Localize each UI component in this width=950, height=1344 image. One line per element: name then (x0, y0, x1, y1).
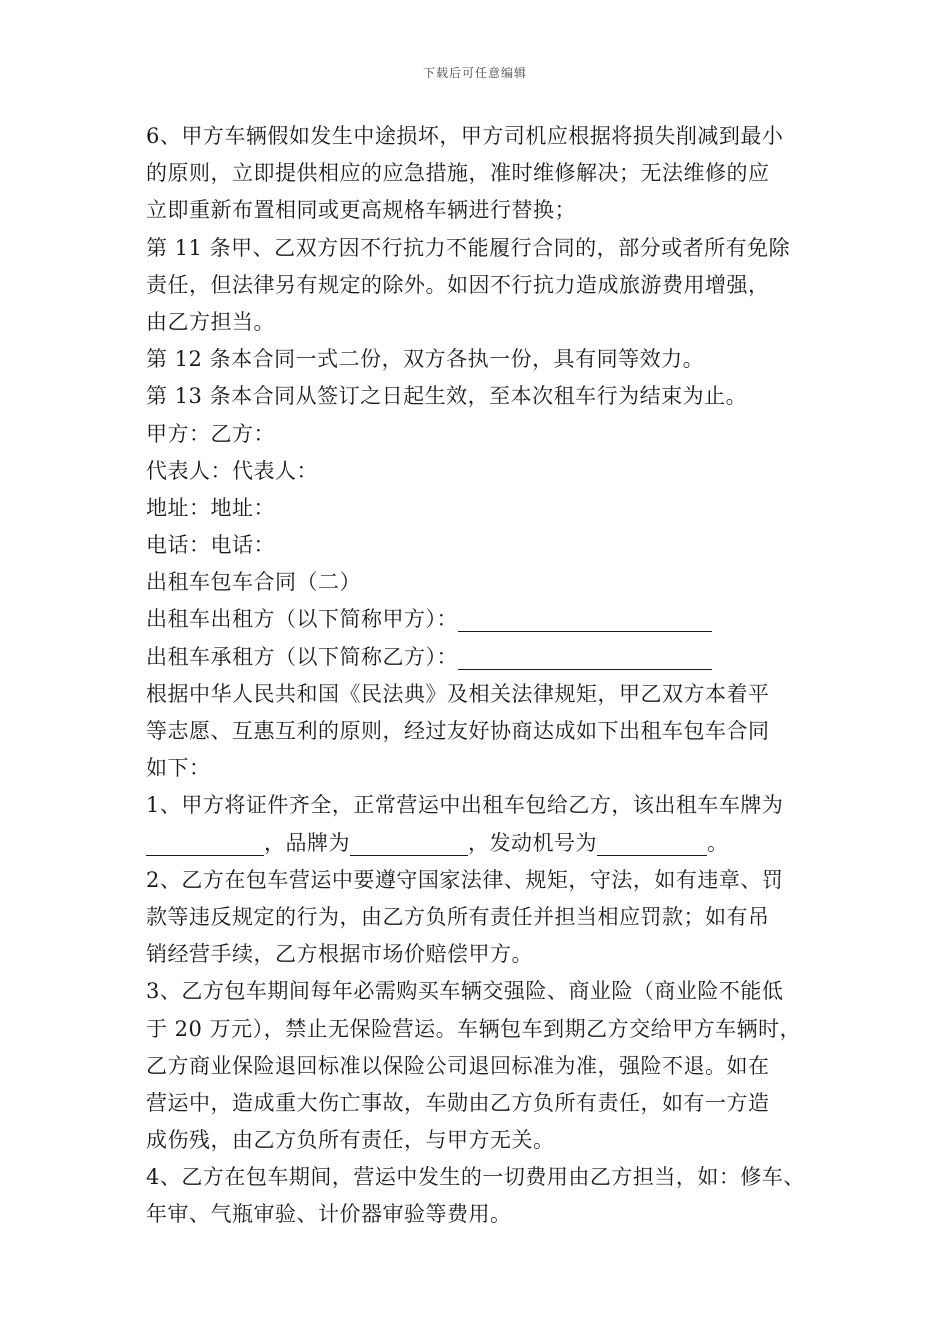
paragraph-line: 年审、气瓶审验、计价器审验等费用。 (146, 1202, 512, 1227)
lessor-blank-field[interactable] (458, 609, 712, 632)
representative-label-line: 代表人：代表人： (146, 458, 318, 483)
paragraph-line: 2、乙方在包车营运中要遵守国家法律、规矩，守法，如有违章、罚 (146, 867, 784, 892)
paragraph-line: 第 11 条甲、乙双方因不行抗力不能履行合同的，部分或者所有免除 (146, 235, 791, 260)
address-label-line: 地址：地址： (146, 495, 275, 520)
paragraph-line: 销经营手续，乙方根据市场价赔偿甲方。 (146, 942, 533, 967)
paragraph-line: 立即重新布置相同或更高规格车辆进行替换； (146, 198, 576, 223)
paragraph-line: 等志愿、互惠互利的原则，经过友好协商达成如下出租车包车合同 (146, 719, 770, 743)
brand-label: ，品牌为 (264, 830, 350, 855)
document-body (146, 118, 826, 1234)
paragraph-line: 第 12 条本合同一式二份，双方各执一份，具有同等效力。 (146, 347, 705, 372)
paragraph-line: 于 20 万元），禁止无保险营运。车辆包车到期乙方交给甲方车辆时， (146, 1016, 802, 1041)
line-end-punctuation: 。 (707, 830, 729, 855)
paragraph-line: 责任，但法律另有规定的除外。如因不行抗力造成旅游费用增强， (146, 272, 770, 297)
paragraph-line: 第 13 条本合同从签订之日起生效，至本次租车行为结束为止。 (146, 384, 748, 409)
paragraph-line: 根据中华人民共和国《民法典》及相关法律规矩，甲乙双方本着平 (146, 681, 770, 706)
lessor-line (146, 601, 826, 638)
phone-label-line: 电话：电话： (146, 533, 275, 558)
lessee-label: 出租车承租方（以下简称乙方）： (146, 644, 458, 669)
paragraph-line: 乙方商业保险退回标准以保险公司退回标准为准，强险不退。如在 (146, 1053, 770, 1078)
paragraph-line: 6、甲方车辆假如发生中途损坏，甲方司机应根据将损失削减到最小 (146, 124, 784, 148)
engine-number-blank-field[interactable] (597, 833, 707, 856)
paragraph-line: 3、乙方包车期间每年必需购买车辆交强险、商业险（商业险不能低 (146, 979, 784, 1004)
paragraph-line: 如下： (146, 756, 211, 781)
section-title: 出租车包车合同（二） (146, 570, 361, 595)
brand-blank-field[interactable] (350, 833, 468, 856)
paragraph-line: 款等违反规定的行为，由乙方负所有责任并担当相应罚款；如有吊 (146, 904, 770, 929)
paragraph-line: 的原则，立即提供相应的应急措施，准时维修解决；无法维修的应 (146, 161, 770, 186)
paragraph-line: 4、乙方在包车期间，营运中发生的一切费用由乙方担当，如：修车、 (146, 1165, 805, 1190)
paragraph-line: 成伤残，由乙方负所有责任，与甲方无关。 (146, 1128, 555, 1153)
paragraph-line: 由乙方担当。 (146, 309, 275, 334)
lessee-blank-field[interactable] (458, 647, 712, 670)
party-label-line: 甲方：乙方： (146, 421, 275, 446)
paragraph-line: 1、甲方将证件齐全，正常营运中出租车包给乙方，该出租车车牌为 (146, 793, 784, 818)
paragraph-line: 营运中，造成重大伤亡事故，车勋由乙方负所有责任，如有一方造 (146, 1090, 770, 1115)
plate-number-blank-field[interactable] (146, 833, 264, 856)
engine-label: ，发动机号为 (468, 830, 597, 855)
lessee-line (146, 639, 826, 676)
plate-brand-engine-line (146, 825, 826, 862)
lessor-label: 出租车出租方（以下简称甲方）： (146, 607, 458, 632)
page-header: 下载后可任意编辑 (422, 66, 527, 80)
